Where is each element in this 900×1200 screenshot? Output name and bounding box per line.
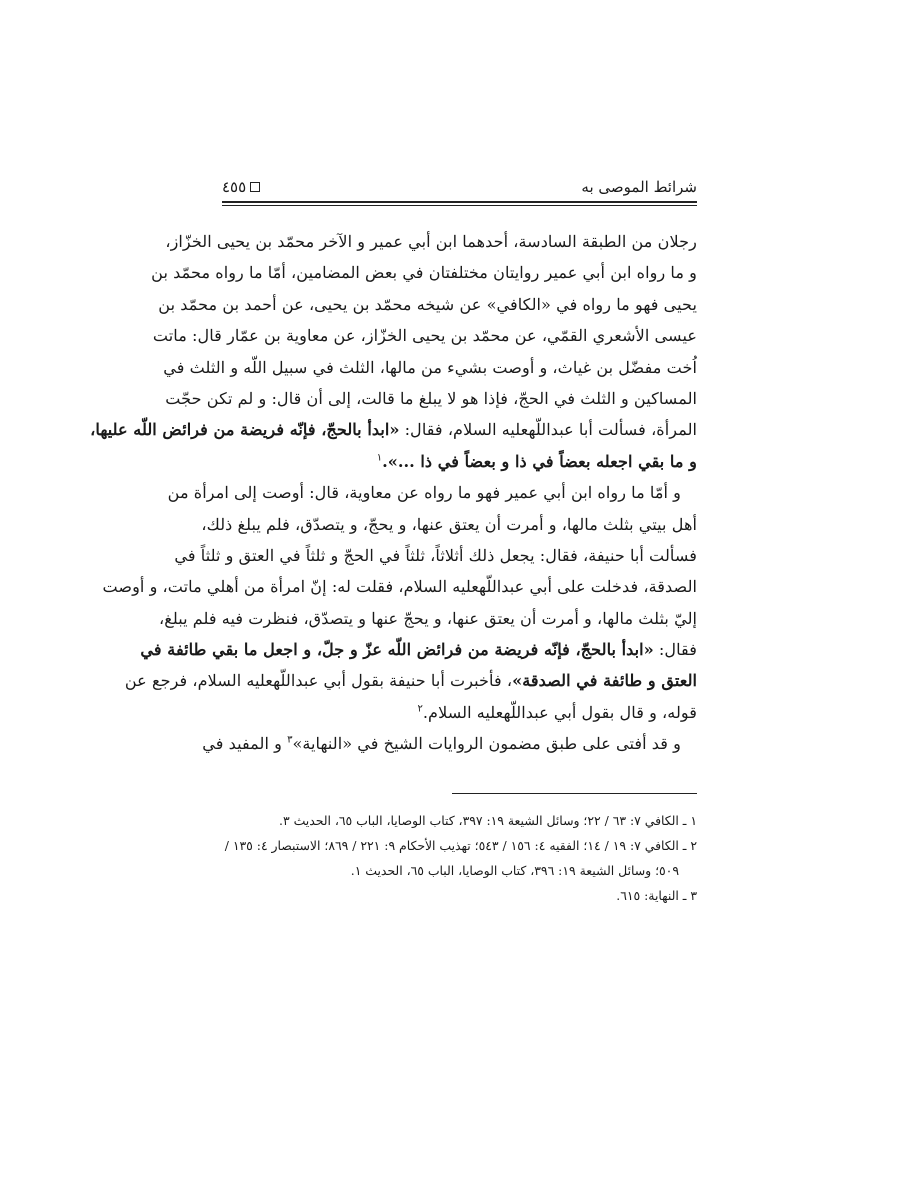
footnote-separator	[452, 793, 697, 794]
hadith-quote: «ابدأ بالحجّ، فإنّه فريضة من فرائض اللّه عليها،	[90, 420, 400, 440]
text-line: اُخت مفضّل بن غياث، و أوصت بشيء من مالها، الثلث في سبيل اللّه و الثلث في	[163, 357, 697, 377]
text-run: المرأة، فسألت أبا عبداللّهعليه السلام، فقال:	[399, 420, 697, 440]
text-line	[202, 728, 697, 759]
text-run: و المفيد في	[202, 734, 288, 754]
footnote-marker: ٣	[287, 734, 293, 746]
text-line: الصدقة، فدخلت على أبي عبداللّهعليه السلام، فقلت له: إنّ امرأة من أهلي ماتت، و أوصت	[102, 577, 697, 597]
text-line: إليّ بثلث مالها، و أمرت أن يعتق عنها، و يحجّ عنها و يتصدّق، فنظرت فيه فلم يبلغ،	[159, 608, 697, 628]
text-run: ، فأخبرت أبا حنيفة بقول أبي عبداللّهعليه السلام، فرجع عن	[124, 671, 513, 691]
running-title: شرائط الموصى به	[581, 178, 697, 196]
text-line	[90, 414, 697, 445]
footnote: ٣ ـ النهاية: ٦١٥.	[616, 888, 697, 903]
text-run: فقال:	[653, 640, 697, 660]
page-number: ٤٥٥	[222, 178, 247, 196]
hadith-quote: «ابدأ بالحجّ، فإنّه فريضة من فرائض اللّه عزّ و جلّ، و اجعل ما بقي طائفة في	[140, 640, 654, 660]
footnote-marker: ١	[376, 452, 383, 464]
hadith-quote: العتق و طائفة في الصدقة»	[512, 671, 697, 691]
footnote: ١ ـ الكافي ٧: ٦٣ / ٢٢؛ وسائل الشيعة ١٩: ٣٩٧، كتاب الوصايا، الباب ٦٥، الحديث ٣.	[279, 813, 697, 828]
square-ornament-icon	[250, 182, 260, 192]
text-line: يحيى فهو ما رواه في «الكافي» عن شيخه محمّد بن يحيى، عن أحمد بن محمّد بن	[158, 294, 697, 314]
text-line: رجلان من الطبقة السادسة، أحدهما ابن أبي عمير و الآخر محمّد بن يحيى الخزّاز،	[165, 232, 697, 251]
footnote-continuation: ٥٠٩؛ وسائل الشيعة ١٩: ٣٩٦، كتاب الوصايا، الباب ٦٥، الحديث ١.	[350, 863, 679, 878]
text-line	[222, 446, 697, 477]
page-number-block	[222, 178, 260, 196]
footnote-marker: ٢	[417, 703, 423, 715]
page-header	[222, 176, 697, 198]
header-rule-thick	[222, 201, 697, 203]
footnotes	[222, 808, 697, 908]
text-line: المساكين و الثلث في الحجّ، فإذا هو لا يبلغ ما قالت، إلى أن قال: و لم تكن حجّت	[165, 388, 697, 408]
text-line	[140, 634, 697, 665]
text-run: قوله، و قال بقول أبي عبداللّهعليه السلام.	[422, 702, 697, 722]
text-line: و أمّا ما رواه ابن أبي عمير فهو ما رواه عن معاوية، قال: أوصت إلى امرأة من	[167, 483, 681, 503]
footnote: ٢ ـ الكافي ٧: ١٩ / ١٤؛ الفقيه ٤: ١٥٦ / ٥٤٣؛ تهذيب الأحكام ٩: ٢٢١ / ٨٦٩؛ الاستبصار ٤: ١٣٥ /	[224, 838, 697, 853]
text-line	[222, 697, 697, 728]
text-line: فسألت أبا حنيفة، فقال: يجعل ذلك أثلاثاً، ثلثاً في الحجّ و ثلثاً في العتق و ثلثاً في	[174, 545, 697, 565]
hadith-quote: و ما بقي اجعله بعضاً في ذا و بعضاً في ذا ...».	[382, 451, 697, 471]
text-line: عيسى الأشعري القمّي، عن محمّد بن يحيى الخزّاز، عن معاوية بن عمّار قال: ماتت	[152, 326, 697, 346]
text-line	[124, 665, 697, 696]
header-rule-thin	[222, 205, 697, 206]
text-line: أهل بيتي بثلث مالها، و أمرت أن يعتق عنها، و يحجّ، و يتصدّق، فلم يبلغ ذلك،	[201, 514, 697, 534]
text-line: و ما رواه ابن أبي عمير روايتان مختلفتان في بعض المضامين، أمّا ما رواه محمّد بن	[151, 263, 697, 283]
main-text	[90, 226, 697, 760]
text-run: و قد أفتى على طبق مضمون الروايات الشيخ في «النهاية»	[292, 734, 681, 754]
